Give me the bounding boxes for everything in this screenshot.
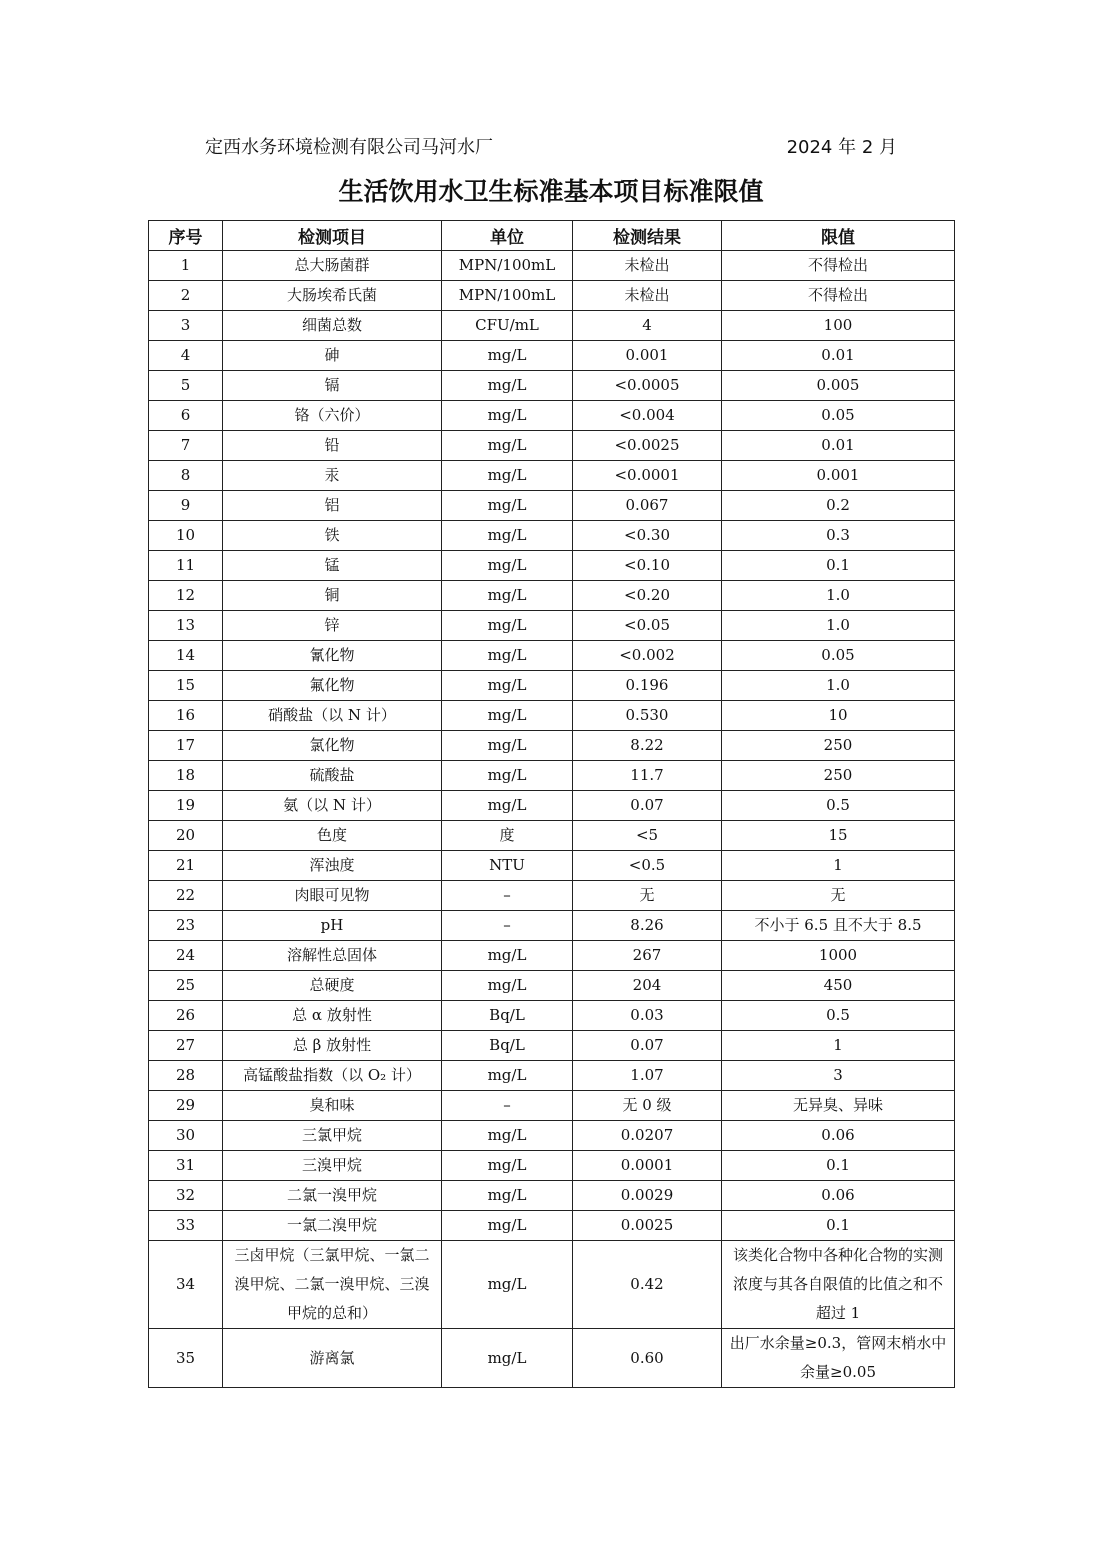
row-number: 35 [149,1329,223,1388]
limit-value: 无异臭、异味 [722,1091,955,1121]
unit: MPN/100mL [442,281,573,311]
test-result: <0.05 [573,611,722,641]
limit-value: 0.005 [722,371,955,401]
limit-value: 3 [722,1061,955,1091]
test-result: <5 [573,821,722,851]
row-number: 17 [149,731,223,761]
test-result: <0.30 [573,521,722,551]
test-item: 浑浊度 [223,851,442,881]
table-row [149,521,955,551]
test-item: 硫酸盐 [223,761,442,791]
test-item: 氨（以 N 计） [223,791,442,821]
table-row [149,1329,955,1388]
column-header-no: 序号 [149,221,223,251]
test-item: pH [223,911,442,941]
table-row [149,1181,955,1211]
limit-value: 0.05 [722,401,955,431]
test-item: 总硬度 [223,971,442,1001]
test-result: 0.07 [573,1031,722,1061]
row-number: 29 [149,1091,223,1121]
test-result: <0.0025 [573,431,722,461]
unit: 度 [442,821,573,851]
table-row [149,1061,955,1091]
document-title: 生活饮用水卫生标准基本项目标准限值 [338,177,764,206]
row-number: 8 [149,461,223,491]
row-number: 14 [149,641,223,671]
row-number: 2 [149,281,223,311]
test-item: 二氯一溴甲烷 [223,1181,442,1211]
row-number: 22 [149,881,223,911]
table-row [149,611,955,641]
test-result: 0.0025 [573,1211,722,1241]
unit: Bq/L [442,1001,573,1031]
unit: mg/L [442,1241,573,1329]
unit: mg/L [442,671,573,701]
unit: mg/L [442,1061,573,1091]
test-result: <0.004 [573,401,722,431]
test-item: 铝 [223,491,442,521]
limit-value: 0.5 [722,1001,955,1031]
table-row [149,701,955,731]
test-result: <0.0001 [573,461,722,491]
limit-value: 出厂水余量≥0.3，管网末梢水中余量≥0.05 [722,1329,955,1388]
limit-value: 250 [722,731,955,761]
table-row [149,1031,955,1061]
row-number: 13 [149,611,223,641]
test-result: <0.0005 [573,371,722,401]
row-number: 1 [149,251,223,281]
unit: mg/L [442,1181,573,1211]
limit-value: 1000 [722,941,955,971]
limit-value: 0.05 [722,641,955,671]
unit: mg/L [442,521,573,551]
row-number: 7 [149,431,223,461]
test-result: 11.7 [573,761,722,791]
test-item: 锌 [223,611,442,641]
limit-value: 0.06 [722,1181,955,1211]
row-number: 32 [149,1181,223,1211]
row-number: 19 [149,791,223,821]
table-row [149,551,955,581]
unit: – [442,911,573,941]
unit: mg/L [442,941,573,971]
test-item: 铅 [223,431,442,461]
test-item: 硝酸盐（以 N 计） [223,701,442,731]
test-result: 0.07 [573,791,722,821]
unit: mg/L [442,791,573,821]
table-row [149,341,955,371]
table-row [149,401,955,431]
unit: CFU/mL [442,311,573,341]
limit-value: 0.2 [722,491,955,521]
table-row [149,251,955,281]
test-item: 氯化物 [223,731,442,761]
unit: – [442,1091,573,1121]
test-item: 大肠埃希氏菌 [223,281,442,311]
test-result: 0.196 [573,671,722,701]
limit-value: 1.0 [722,671,955,701]
test-item: 游离氯 [223,1329,442,1388]
row-number: 24 [149,941,223,971]
test-item: 高锰酸盐指数（以 O₂ 计） [223,1061,442,1091]
test-item: 氟化物 [223,671,442,701]
test-result: 0.0001 [573,1151,722,1181]
table-body [149,251,955,1388]
limit-value: 0.01 [722,341,955,371]
limit-value: 1.0 [722,611,955,641]
unit: mg/L [442,371,573,401]
limit-value: 1 [722,851,955,881]
table-row [149,971,955,1001]
test-item: 三卤甲烷（三氯甲烷、一氯二溴甲烷、二氯一溴甲烷、三溴甲烷的总和） [223,1241,442,1329]
table-row [149,851,955,881]
unit: mg/L [442,581,573,611]
test-item: 溶解性总固体 [223,941,442,971]
unit: mg/L [442,701,573,731]
row-number: 27 [149,1031,223,1061]
test-item: 臭和味 [223,1091,442,1121]
column-header-item: 检测项目 [223,221,442,251]
row-number: 34 [149,1241,223,1329]
limit-value: 0.1 [722,1211,955,1241]
unit: mg/L [442,551,573,581]
table-row [149,1151,955,1181]
unit: mg/L [442,461,573,491]
test-item: 色度 [223,821,442,851]
test-result: 未检出 [573,251,722,281]
test-item: 镉 [223,371,442,401]
unit: – [442,881,573,911]
unit: mg/L [442,971,573,1001]
limit-value: 不小于 6.5 且不大于 8.5 [722,911,955,941]
test-result: 0.001 [573,341,722,371]
table-row [149,1241,955,1329]
test-item: 锰 [223,551,442,581]
limit-value: 15 [722,821,955,851]
test-result: <0.002 [573,641,722,671]
table-row [149,581,955,611]
unit: mg/L [442,401,573,431]
row-number: 11 [149,551,223,581]
limit-value: 0.1 [722,551,955,581]
row-number: 4 [149,341,223,371]
test-item: 总 β 放射性 [223,1031,442,1061]
test-item: 铜 [223,581,442,611]
table-row [149,371,955,401]
limit-value: 1.0 [722,581,955,611]
test-result: 1.07 [573,1061,722,1091]
unit: mg/L [442,611,573,641]
test-item: 氰化物 [223,641,442,671]
table-row [149,311,955,341]
unit: mg/L [442,1151,573,1181]
table-row [149,761,955,791]
table-header-row [149,221,955,251]
limit-value: 0.06 [722,1121,955,1151]
unit: mg/L [442,761,573,791]
test-item: 总大肠菌群 [223,251,442,281]
limit-value: 1 [722,1031,955,1061]
test-item: 汞 [223,461,442,491]
test-result: 无 [573,881,722,911]
row-number: 10 [149,521,223,551]
test-result: 0.03 [573,1001,722,1031]
row-number: 3 [149,311,223,341]
limit-value: 不得检出 [722,281,955,311]
column-header-result: 检测结果 [573,221,722,251]
organization-name: 定西水务环境检测有限公司马河水厂 [205,137,493,158]
unit: mg/L [442,431,573,461]
limit-value: 250 [722,761,955,791]
unit: mg/L [442,1329,573,1388]
test-item: 铁 [223,521,442,551]
row-number: 15 [149,671,223,701]
unit: Bq/L [442,1031,573,1061]
row-number: 16 [149,701,223,731]
row-number: 33 [149,1211,223,1241]
test-result: 无 0 级 [573,1091,722,1121]
test-result: 4 [573,311,722,341]
table-row [149,941,955,971]
test-result: 8.22 [573,731,722,761]
table-row [149,1001,955,1031]
test-result: 未检出 [573,281,722,311]
table-row [149,881,955,911]
test-result: 204 [573,971,722,1001]
table-row [149,491,955,521]
report-date: 2024 年 2 月 [786,137,897,158]
row-number: 21 [149,851,223,881]
limit-value: 0.1 [722,1151,955,1181]
table-row [149,281,955,311]
unit: NTU [442,851,573,881]
row-number: 31 [149,1151,223,1181]
table-row [149,431,955,461]
unit: mg/L [442,731,573,761]
standards-table [148,220,955,1388]
limit-value: 无 [722,881,955,911]
table-row [149,641,955,671]
column-header-limit: 限值 [722,221,955,251]
row-number: 5 [149,371,223,401]
test-item: 三氯甲烷 [223,1121,442,1151]
row-number: 30 [149,1121,223,1151]
column-header-unit: 单位 [442,221,573,251]
test-result: 0.530 [573,701,722,731]
test-result: <0.5 [573,851,722,881]
table-row [149,461,955,491]
test-result: 0.0207 [573,1121,722,1151]
unit: mg/L [442,341,573,371]
table-row [149,911,955,941]
table-row [149,1211,955,1241]
test-item: 总 α 放射性 [223,1001,442,1031]
row-number: 18 [149,761,223,791]
test-result: 8.26 [573,911,722,941]
table-row [149,1121,955,1151]
limit-value: 100 [722,311,955,341]
limit-value: 0.001 [722,461,955,491]
row-number: 6 [149,401,223,431]
unit: mg/L [442,1121,573,1151]
table-row [149,1091,955,1121]
test-result: <0.20 [573,581,722,611]
table-row [149,821,955,851]
unit: mg/L [442,491,573,521]
test-result: 0.067 [573,491,722,521]
test-item: 三溴甲烷 [223,1151,442,1181]
document-header [205,134,897,162]
test-result: 0.42 [573,1241,722,1329]
test-result: 267 [573,941,722,971]
test-item: 肉眼可见物 [223,881,442,911]
unit: mg/L [442,641,573,671]
limit-value: 该类化合物中各种化合物的实测浓度与其各自限值的比值之和不超过 1 [722,1241,955,1329]
row-number: 12 [149,581,223,611]
test-item: 一氯二溴甲烷 [223,1211,442,1241]
limit-value: 0.3 [722,521,955,551]
unit: MPN/100mL [442,251,573,281]
unit: mg/L [442,1211,573,1241]
row-number: 9 [149,491,223,521]
table-row [149,731,955,761]
limit-value: 450 [722,971,955,1001]
limit-value: 0.01 [722,431,955,461]
test-item: 铬（六价） [223,401,442,431]
test-result: 0.0029 [573,1181,722,1211]
test-result: 0.60 [573,1329,722,1388]
limit-value: 10 [722,701,955,731]
row-number: 23 [149,911,223,941]
row-number: 28 [149,1061,223,1091]
limit-value: 0.5 [722,791,955,821]
row-number: 26 [149,1001,223,1031]
table-row [149,791,955,821]
table-row [149,671,955,701]
test-item: 细菌总数 [223,311,442,341]
test-item: 砷 [223,341,442,371]
row-number: 20 [149,821,223,851]
test-result: <0.10 [573,551,722,581]
limit-value: 不得检出 [722,251,955,281]
row-number: 25 [149,971,223,1001]
